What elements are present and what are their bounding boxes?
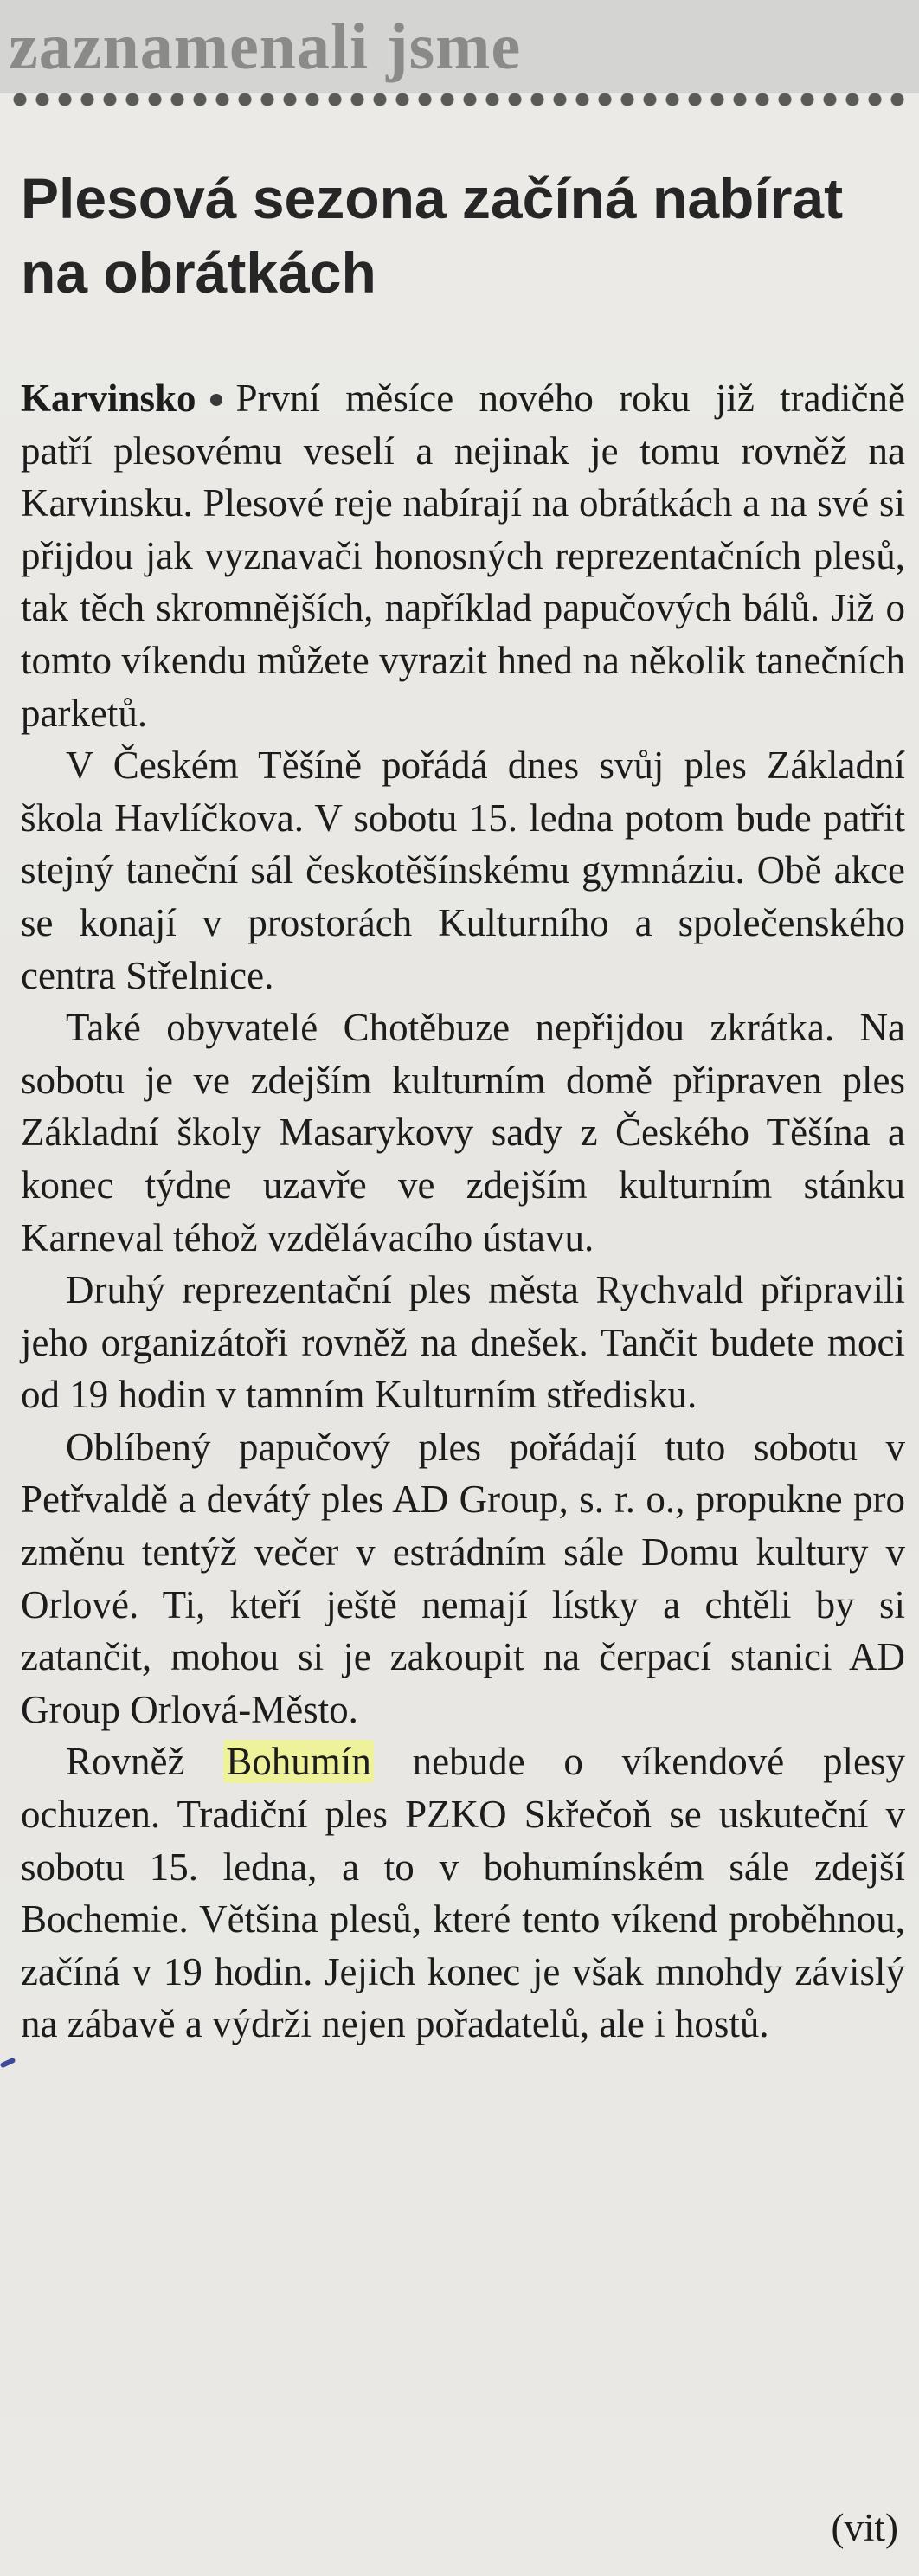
author-signature: (vit) <box>831 2506 898 2549</box>
dateline: Karvinsko <box>21 377 196 420</box>
article-paragraph: Druhý reprezentační ples města Rychvald připravili jeho organizátoři rovněž na dnešek. Tančit budete moci od 19 hodin v tamním Kulturním středisku. <box>21 1268 905 1417</box>
dotted-rule <box>9 90 909 109</box>
article-body <box>21 372 905 2051</box>
pen-mark <box>0 2057 16 2068</box>
article-paragraph <box>21 1736 905 2051</box>
article-headline: Plesová sezona začíná nabírat na obrátkách <box>21 166 844 305</box>
bullet-icon <box>210 394 222 406</box>
article-paragraph: V Českém Těšíně pořádá dnes svůj ples Základní škola Havlíčkova. V sobotu 15. ledna potom bude patřit stejný taneční sál českotěšínskému gymnáziu. Obě akce se konají v prostorách Kulturního a společenského centra Střelnice. <box>21 744 905 997</box>
paragraph-start: Rovněž <box>66 1740 185 1784</box>
article-paragraph <box>21 372 905 739</box>
paragraph-rest: nebude o víkendové plesy ochuzen. Tradiční ples PZKO Skřečoň se uskuteční v sobotu 15. ledna, a to v bohumínském sále zdejší Bochemie. Většina plesů, které tento víkend proběhnou, začíná v 19 hodin. Jejich konec je však mnohdy závislý na zábavě a výdrži nejen pořadatelů, ale i hostů. <box>21 1740 906 2046</box>
highlighted-word: Bohumín <box>223 1740 374 1783</box>
article-paragraph: Také obyvatelé Chotěbuze nepřijdou zkrátka. Na sobotu je ve zdejším kulturním domě připraven ples Základní školy Masarykovy sady z Českého Těšína a konec týdne uzavře ve zdejším kulturním stánku Karneval téhož vzdělávacího ústavu. <box>21 1006 905 1259</box>
lead-text: První měsíce nového roku již tradičně patří plesovému veselí a nejinak je tomu rovněž na Karvinsku. Plesové reje nabírají na obrátkách a na své si přijdou jak vyznavači honosných reprezentačních plesů, tak těch skromnějších, například papučových bálů. Již o tomto víkendu můžete vyrazit hned na několik tanečních parketů. <box>21 377 905 735</box>
section-rubric: zaznamenali jsme <box>9 10 522 83</box>
article-paragraph: Oblíbený papučový ples pořádají tuto sobotu v Petřvaldě a devátý ples AD Group, s. r. o., propukne pro změnu tentýž večer v estrádním sále Domu kultury v Orlové. Ti, kteří ještě nemají lístky a chtěli by si zatančit, mohou si je zakoupit na čerpací stanici AD Group Orlová-Město. <box>21 1425 905 1731</box>
